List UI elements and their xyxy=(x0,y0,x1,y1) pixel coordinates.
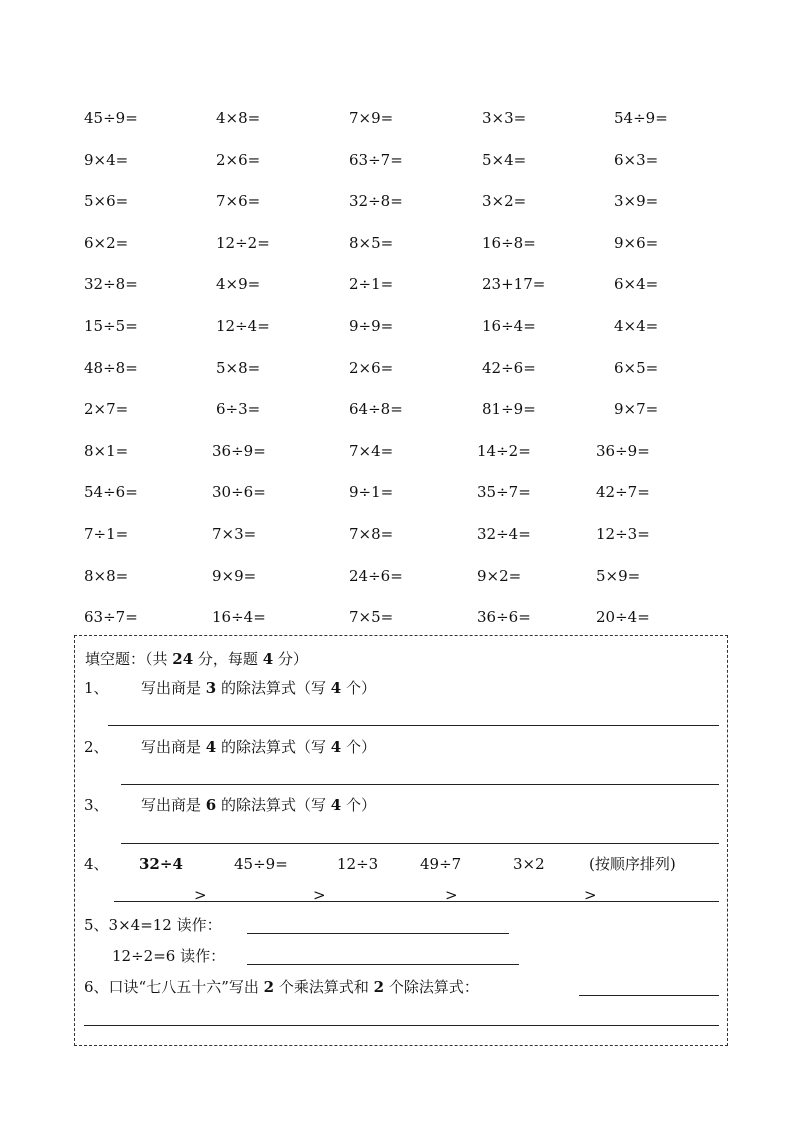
problem-cell: 54÷9= xyxy=(614,109,668,127)
q4-item-2: 45÷9= xyxy=(234,855,288,873)
problem-cell: 42÷6= xyxy=(482,359,536,377)
problem-cell: 32÷4= xyxy=(477,525,531,543)
problem-cell: 3×9= xyxy=(614,192,659,210)
problem-cell: 3×2= xyxy=(482,192,527,210)
q5-line-2: 12÷2=6 读作： xyxy=(112,947,226,965)
problem-cell: 35÷7= xyxy=(477,483,531,501)
q4-item-4: 49÷7 xyxy=(420,855,462,873)
problem-cell: 12÷3= xyxy=(596,525,650,543)
q2-number: 2、 xyxy=(84,738,109,756)
problem-cell: 2×6= xyxy=(216,151,261,169)
problem-cell: 36÷6= xyxy=(477,608,531,626)
problem-cell: 7×9= xyxy=(349,109,394,127)
q6-answer-line-1[interactable] xyxy=(579,995,719,996)
q5-line-1: 5、3×4=12 读作： xyxy=(84,916,222,934)
problem-cell: 5×9= xyxy=(596,567,641,585)
section-title: 填空题：（共 24 分，每题 4 分） xyxy=(85,650,308,668)
problem-cell: 54÷6= xyxy=(84,483,138,501)
q2-answer-line[interactable] xyxy=(121,784,719,785)
problem-cell: 8×1= xyxy=(84,442,129,460)
problem-cell: 9×6= xyxy=(614,234,659,252)
problem-cell: 6÷3= xyxy=(216,400,261,418)
problem-cell: 14÷2= xyxy=(477,442,531,460)
problem-cell: 9×4= xyxy=(84,151,129,169)
problem-cell: 4×4= xyxy=(614,317,659,335)
problem-cell: 6×2= xyxy=(84,234,129,252)
q2-text: 写出商是 4 的除法算式（写 4 个） xyxy=(141,738,376,756)
problem-cell: 4×9= xyxy=(216,275,261,293)
q4-note: (按顺序排列) xyxy=(589,855,676,873)
problem-cell: 20÷4= xyxy=(596,608,650,626)
problem-cell: 8×8= xyxy=(84,567,129,585)
q5-answer-line-2[interactable] xyxy=(247,964,519,965)
problem-cell: 30÷6= xyxy=(212,483,266,501)
q4-greater-than-2: > xyxy=(313,886,326,904)
q6-answer-line-2[interactable] xyxy=(84,1025,719,1026)
q5-answer-line-1[interactable] xyxy=(247,933,509,934)
fill-in-section xyxy=(74,635,728,1046)
problem-cell: 7×6= xyxy=(216,192,261,210)
problem-cell: 8×5= xyxy=(349,234,394,252)
problem-cell: 36÷9= xyxy=(596,442,650,460)
problem-cell: 48÷8= xyxy=(84,359,138,377)
problem-cell: 5×4= xyxy=(482,151,527,169)
problem-cell: 45÷9= xyxy=(84,109,138,127)
q4-number: 4、 xyxy=(84,855,109,873)
problem-cell: 64÷8= xyxy=(349,400,403,418)
problem-cell: 7×3= xyxy=(212,525,257,543)
problem-cell: 7×8= xyxy=(349,525,394,543)
problem-cell: 9×7= xyxy=(614,400,659,418)
problem-cell: 6×5= xyxy=(614,359,659,377)
problem-cell: 9×2= xyxy=(477,567,522,585)
problem-cell: 12÷2= xyxy=(216,234,270,252)
problem-cell: 2÷1= xyxy=(349,275,394,293)
problem-cell: 63÷7= xyxy=(349,151,403,169)
problem-cell: 81÷9= xyxy=(482,400,536,418)
problem-cell: 5×6= xyxy=(84,192,129,210)
q3-number: 3、 xyxy=(84,796,109,814)
problem-cell: 2×6= xyxy=(349,359,394,377)
problem-cell: 42÷7= xyxy=(596,483,650,501)
q4-item-3: 12÷3 xyxy=(337,855,379,873)
problem-cell: 32÷8= xyxy=(349,192,403,210)
problem-cell: 15÷5= xyxy=(84,317,138,335)
problem-cell: 32÷8= xyxy=(84,275,138,293)
q6-text: 6、口诀“七八五十六”写出 2 个乘法算式和 2 个除法算式： xyxy=(84,978,479,996)
problem-cell: 4×8= xyxy=(216,109,261,127)
q4-greater-than-1: > xyxy=(194,886,207,904)
q1-answer-line[interactable] xyxy=(108,725,719,726)
problem-cell: 12÷4= xyxy=(216,317,270,335)
q4-item-5: 3×2 xyxy=(513,855,545,873)
problem-cell: 5×8= xyxy=(216,359,261,377)
problem-cell: 7×5= xyxy=(349,608,394,626)
q4-greater-than-4: > xyxy=(584,886,597,904)
q3-text: 写出商是 6 的除法算式（写 4 个） xyxy=(141,796,376,814)
problem-cell: 3×3= xyxy=(482,109,527,127)
problem-cell: 36÷9= xyxy=(212,442,266,460)
q3-answer-line[interactable] xyxy=(121,843,719,844)
problem-cell: 16÷4= xyxy=(482,317,536,335)
problem-cell: 6×4= xyxy=(614,275,659,293)
problem-cell: 23+17= xyxy=(482,275,546,293)
problem-cell: 7÷1= xyxy=(84,525,129,543)
q1-text: 写出商是 3 的除法算式（写 4 个） xyxy=(141,679,376,697)
problem-cell: 9×9= xyxy=(212,567,257,585)
problem-cell: 63÷7= xyxy=(84,608,138,626)
problem-cell: 7×4= xyxy=(349,442,394,460)
problem-cell: 24÷6= xyxy=(349,567,403,585)
q4-item-1: 32÷4 xyxy=(139,855,183,873)
problem-cell: 16÷8= xyxy=(482,234,536,252)
problem-cell: 2×7= xyxy=(84,400,129,418)
problem-cell: 16÷4= xyxy=(212,608,266,626)
problem-cell: 6×3= xyxy=(614,151,659,169)
q1-number: 1、 xyxy=(84,679,109,697)
q4-greater-than-3: > xyxy=(445,886,458,904)
problem-cell: 9÷1= xyxy=(349,483,394,501)
problem-cell: 9÷9= xyxy=(349,317,394,335)
